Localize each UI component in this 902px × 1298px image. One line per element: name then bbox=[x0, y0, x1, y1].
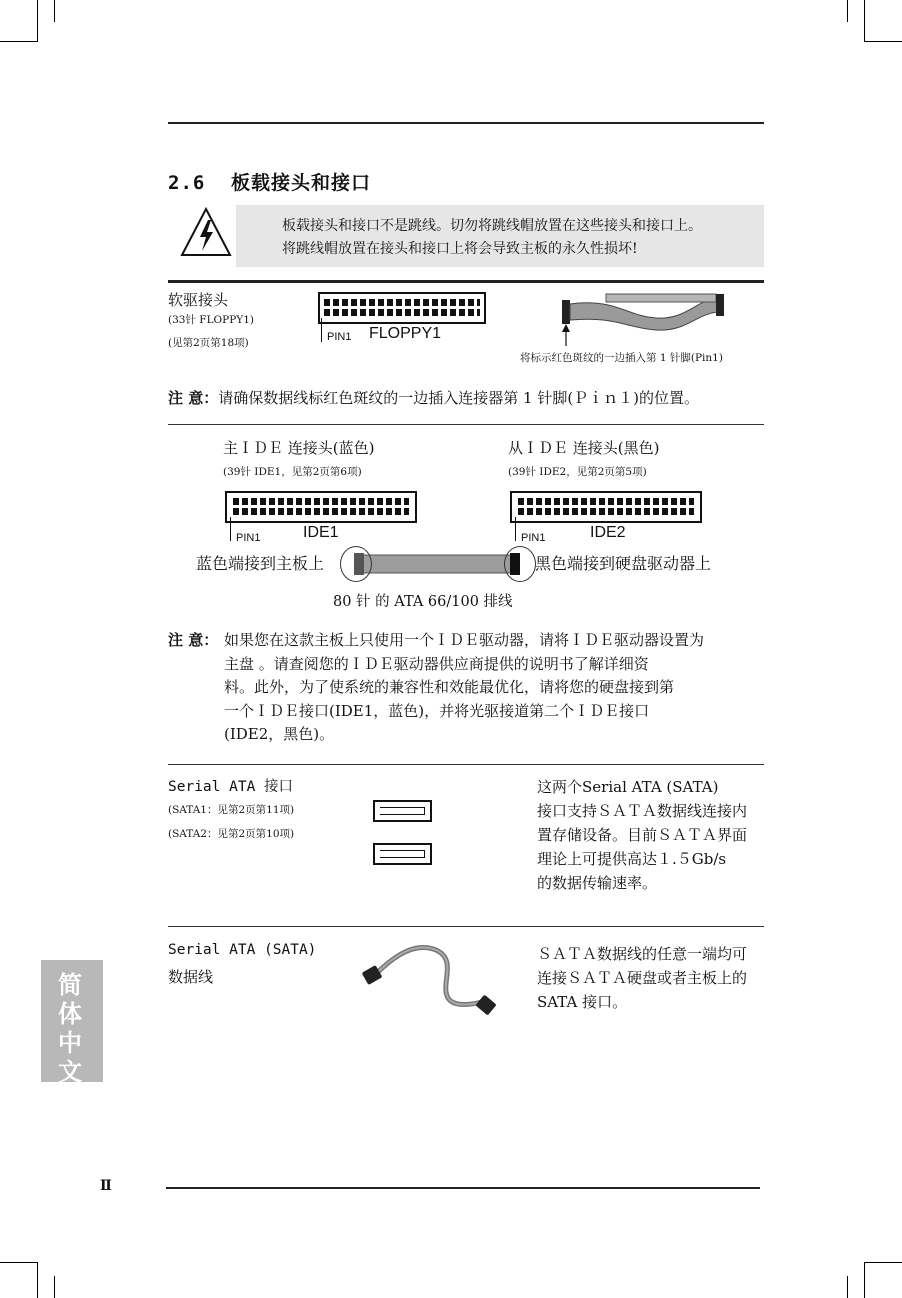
ide-note-line: 主盘 。请查阅您的ＩＤＥ驱动器供应商提供的说明书了解详细资 bbox=[224, 654, 649, 673]
floppy-sub1: (33针 FLOPPY1) bbox=[168, 314, 254, 326]
crop-mark bbox=[0, 41, 38, 42]
crop-mark bbox=[864, 1262, 902, 1263]
sata-cable-subtitle: 数据线 bbox=[168, 968, 214, 986]
warning-icon bbox=[180, 206, 232, 258]
floppy-sub2: (见第2页第18项) bbox=[168, 337, 249, 349]
black-end-circle bbox=[504, 546, 536, 582]
crop-mark bbox=[864, 0, 865, 42]
section-rule bbox=[168, 926, 764, 927]
pin1-marker bbox=[321, 318, 322, 342]
pin1-marker bbox=[230, 517, 231, 541]
ide-note-line: 一个ＩＤＥ接口(IDE1，蓝色)，并将光驱接道第二个ＩＤＥ接口 bbox=[224, 701, 650, 720]
ide-cable-caption: 80 针 的 ATA 66/100 排线 bbox=[333, 594, 513, 610]
ide-note-line: (IDE2，黑色)。 bbox=[224, 725, 335, 743]
page-marker: Ⅱ bbox=[100, 1178, 112, 1194]
crop-mark bbox=[847, 0, 848, 22]
ide-note-line: 料。此外，为了使系统的兼容性和效能最优化，请将您的硬盘接到第 bbox=[224, 678, 675, 696]
sata-cable-desc-line: ＳＡＴＡ数据线的任意一端均可 bbox=[537, 945, 748, 963]
floppy-title: 软驱接头 bbox=[168, 291, 229, 309]
warning-box bbox=[236, 205, 764, 267]
floppy-cable-image bbox=[556, 290, 732, 348]
sata-sub1: (SATA1：见第2页第11项) bbox=[168, 804, 295, 816]
ide-primary-sub: (39针 IDE1，见第2页第6项) bbox=[223, 466, 362, 478]
sata-desc-line: 接口支持ＳＡＴＡ数据线连接内 bbox=[537, 802, 748, 820]
floppy-cable-caption: 将标示红色斑纹的一边插入第 1 针脚(Pin1) bbox=[520, 352, 723, 364]
sata2-port bbox=[373, 843, 432, 865]
floppy-connector bbox=[318, 292, 486, 324]
side-tab-char: 简 bbox=[58, 970, 82, 999]
section-title: 板载接头和接口 bbox=[230, 172, 371, 194]
language-side-tab bbox=[41, 960, 103, 1086]
ide2-pin1-label: PIN1 bbox=[521, 532, 546, 544]
crop-mark bbox=[0, 1262, 38, 1263]
warning-line-2: 将跳线帽放置在接头和接口上将会导致主板的永久性损坏! bbox=[282, 241, 638, 257]
side-tab-char: 文 bbox=[58, 1057, 82, 1086]
ide-note bbox=[168, 629, 218, 653]
floppy-note bbox=[168, 387, 699, 408]
ide1-connector bbox=[225, 491, 417, 523]
black-end-label: 黑色端接到硬盘驱动器上 bbox=[535, 554, 712, 573]
floppy-connector-label: FLOPPY1 bbox=[369, 325, 442, 342]
header-rule bbox=[168, 122, 764, 124]
crop-mark bbox=[847, 1276, 848, 1298]
sata1-port bbox=[373, 800, 432, 822]
sata-desc-line: 的数据传输速率。 bbox=[537, 874, 658, 892]
ide-secondary-sub: (39针 IDE2，见第2页第5项) bbox=[508, 466, 647, 478]
ide-primary-title: 主ＩＤＥ 连接头(蓝色) bbox=[223, 439, 375, 457]
crop-mark bbox=[864, 1262, 865, 1298]
section-heading bbox=[168, 168, 371, 195]
section-rule bbox=[168, 424, 764, 425]
section-rule bbox=[168, 280, 764, 283]
sata-cable-image bbox=[356, 944, 512, 1024]
ide-secondary-title: 从ＩＤＥ 连接头(黑色) bbox=[508, 439, 660, 457]
warning-line-1: 板载接头和接口不是跳线。切勿将跳线帽放置在这些接头和接口上。 bbox=[282, 218, 702, 234]
sata-cable-title: Serial ATA (SATA) bbox=[168, 942, 317, 958]
sata-cable-desc-line: SATA 接口。 bbox=[537, 993, 628, 1011]
sata-desc-line: 这两个Serial ATA (SATA) bbox=[537, 778, 719, 796]
floppy-note-prefix: 注 意： bbox=[168, 389, 219, 407]
section-number: 2.6 bbox=[168, 172, 206, 194]
crop-mark bbox=[37, 0, 38, 42]
ide1-pin1-label: PIN1 bbox=[236, 532, 261, 544]
side-tab-char: 中 bbox=[58, 1028, 82, 1057]
sata-description bbox=[537, 775, 747, 895]
ide-note-line: 如果您在这款主板上只使用一个ＩＤＥ驱动器，请将ＩＤＥ驱动器设置为 bbox=[224, 631, 705, 649]
crop-mark bbox=[37, 1262, 38, 1298]
crop-mark bbox=[864, 41, 902, 42]
blue-end-label: 蓝色端接到主板上 bbox=[196, 554, 325, 573]
ide1-label: IDE1 bbox=[303, 524, 339, 541]
sata-desc-line: 置存储设备。目前ＳＡＴＡ界面 bbox=[537, 826, 748, 844]
footer-rule bbox=[166, 1187, 760, 1189]
pin1-marker bbox=[515, 517, 516, 541]
crop-mark bbox=[54, 0, 55, 22]
sata-cable-desc-line: 连接ＳＡＴＡ硬盘或者主板上的 bbox=[537, 969, 748, 987]
blue-end-circle bbox=[340, 546, 372, 582]
section-rule bbox=[168, 764, 764, 765]
crop-mark bbox=[54, 1276, 55, 1298]
sata-sub2: (SATA2：见第2页第10项) bbox=[168, 828, 295, 840]
floppy-note-text: 请确保数据线标红色斑纹的一边插入连接器第 1 针脚(Ｐｉｎ１)的位置。 bbox=[218, 389, 700, 407]
side-tab-char: 体 bbox=[58, 999, 82, 1028]
ide-note-text bbox=[224, 629, 704, 747]
ide2-connector bbox=[510, 491, 702, 523]
floppy-pin1-label: PIN1 bbox=[327, 331, 352, 343]
sata-desc-line: 理论上可提供高达１.５Gb/s bbox=[537, 850, 727, 868]
sata-cable-description bbox=[537, 942, 747, 1014]
ide2-label: IDE2 bbox=[590, 524, 626, 541]
ide-note-prefix: 注 意： bbox=[168, 631, 219, 649]
sata-title: Serial ATA 接口 bbox=[168, 779, 294, 795]
